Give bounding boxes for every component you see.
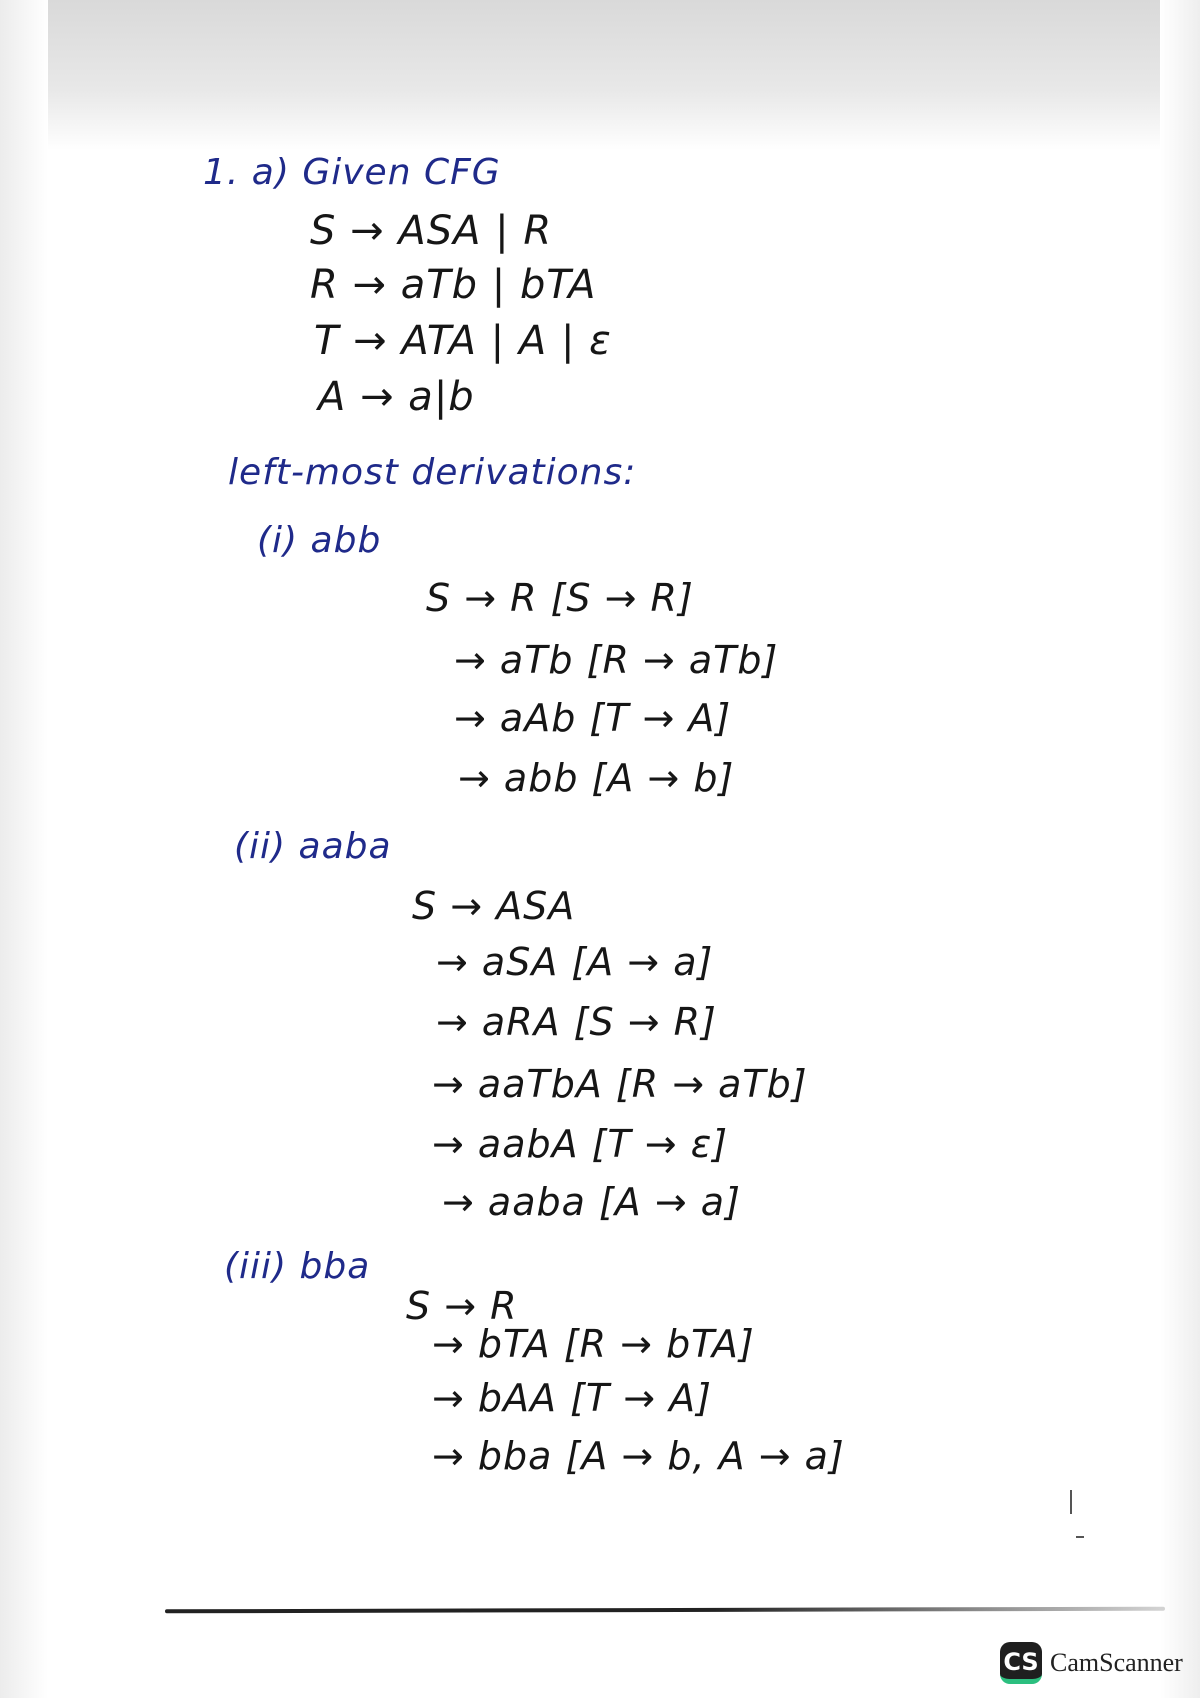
derivation-ii-step-6: → aaba [A → a]: [442, 1180, 741, 1224]
grammar-rule-s: S → ASA | R: [310, 208, 553, 254]
section-title: left-most derivations:: [228, 452, 637, 493]
derivation-ii-step-3: → aRA [S → R]: [436, 1000, 717, 1044]
derivation-ii-step-1: S → ASA: [412, 884, 576, 928]
derivation-iii-step-2: → bTA [R → bTA]: [432, 1322, 755, 1366]
grammar-rule-r: R → aTb | bTA: [310, 262, 597, 308]
derivation-ii-step-5: → aabA [T → ε]: [432, 1122, 729, 1166]
derivation-iii-step-1: S → R: [406, 1284, 518, 1328]
derivation-ii-step-2: → aSA [A → a]: [436, 940, 714, 984]
question-heading: 1. a) Given CFG: [203, 152, 501, 193]
grammar-rule-a: A → a|b: [318, 374, 475, 420]
derivation-ii-step-4: → aaTbA [R → aTb]: [432, 1062, 808, 1106]
page-bottom-rule: [165, 1607, 1165, 1614]
derivation-i-step-2: → aTb [R → aTb]: [454, 638, 779, 682]
derivation-i-step-4: → abb [A → b]: [458, 756, 735, 800]
derivation-label-iii: (iii) bba: [224, 1246, 371, 1287]
scan-shadow-left: [0, 0, 48, 1698]
derivation-i-step-3: → aAb [T → A]: [454, 696, 732, 740]
camscanner-logo-icon: CS: [1000, 1642, 1042, 1684]
camscanner-watermark: CamScanner: [1050, 1648, 1183, 1677]
scan-shadow-top: [0, 0, 1200, 150]
margin-mark: [1076, 1536, 1084, 1538]
derivation-i-step-1: S → R [S → R]: [426, 576, 694, 620]
grammar-rule-t: T → ATA | A | ε: [314, 318, 612, 364]
derivation-label-i: (i) abb: [257, 520, 382, 561]
derivation-iii-step-3: → bAA [T → A]: [432, 1376, 712, 1420]
derivation-iii-step-4: → bba [A → b, A → a]: [432, 1434, 845, 1478]
derivation-label-ii: (ii) aaba: [234, 826, 392, 867]
scan-shadow-right: [1160, 0, 1200, 1698]
margin-mark: [1070, 1490, 1072, 1514]
